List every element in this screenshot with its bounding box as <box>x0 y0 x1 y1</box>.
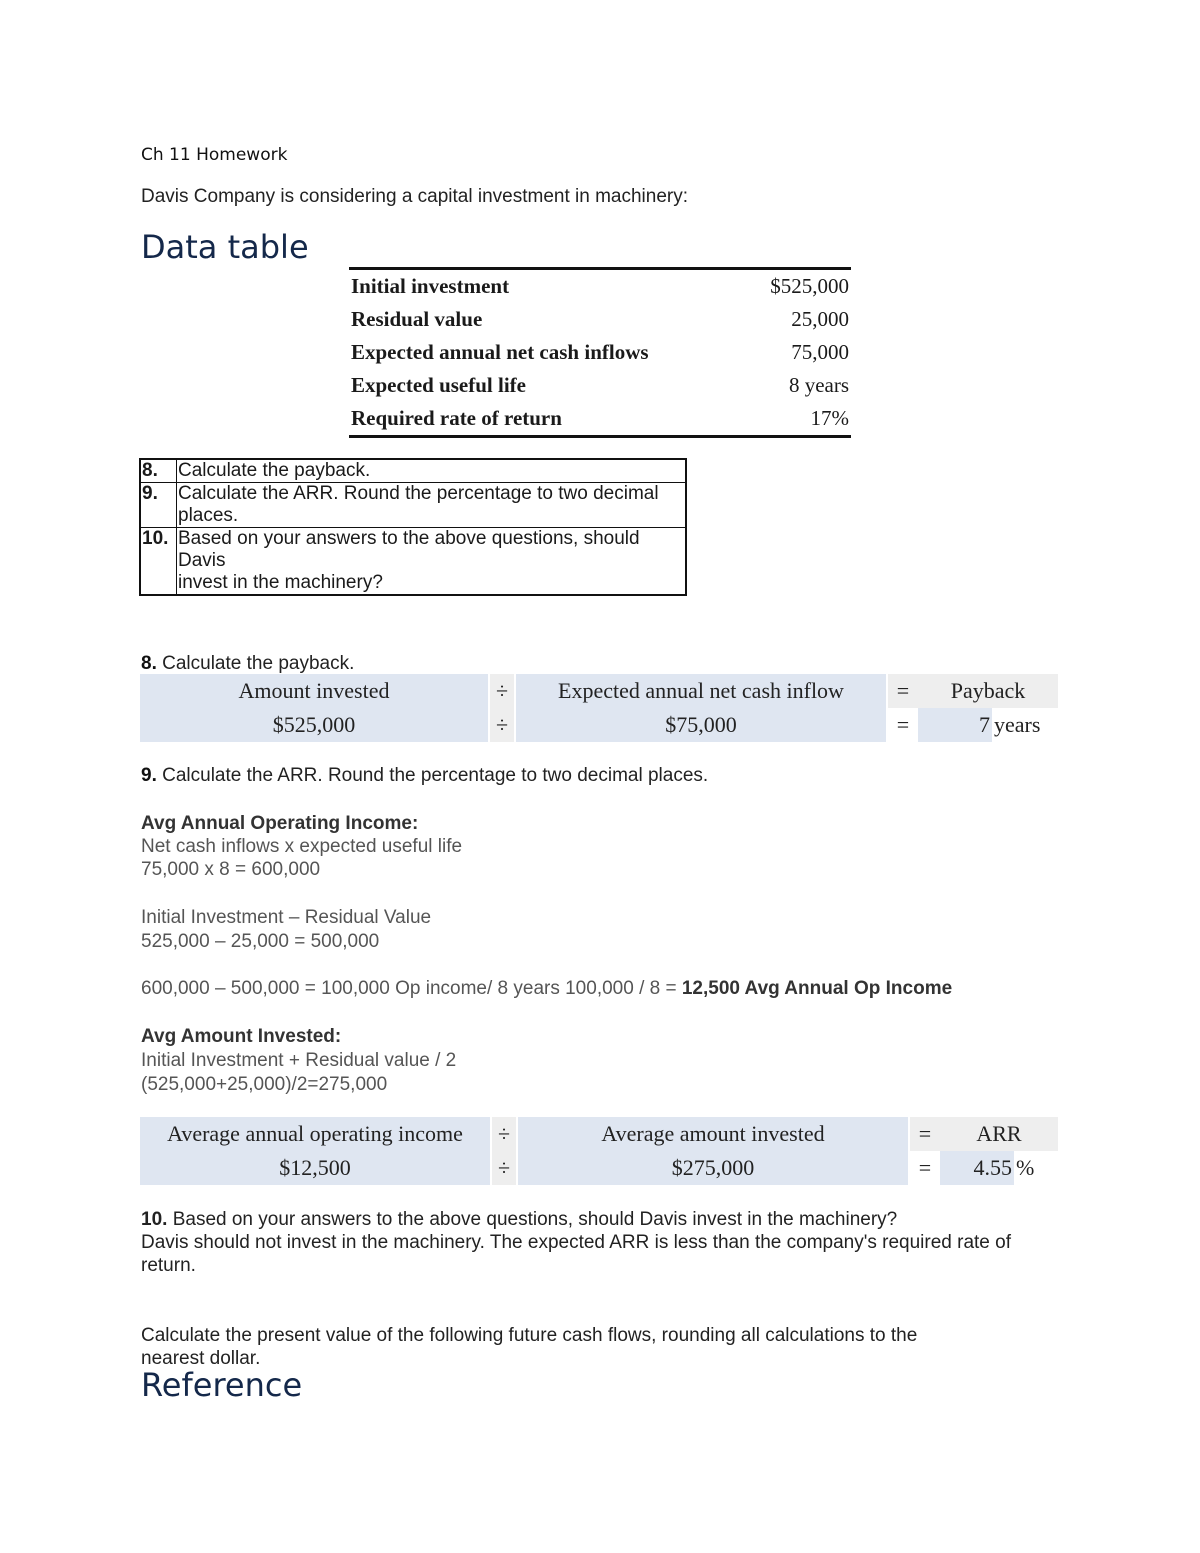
data-label: Expected useful life <box>351 373 526 397</box>
question-text <box>177 528 687 596</box>
q9-text: Calculate the ARR. Round the percentage to two decimal places. <box>156 765 709 786</box>
calc-line: 525,000 – 25,000 = 500,000 <box>141 931 380 952</box>
data-table-heading: Data table <box>141 228 309 266</box>
question-line: places. <box>178 505 239 526</box>
intro-text: Davis Company is considering a capital investment in machinery: <box>141 186 689 207</box>
question-line: invest in the machinery? <box>178 572 383 593</box>
payback-unit: years <box>994 712 1041 737</box>
q8-number: 8. <box>141 653 157 674</box>
calc-line: Initial Investment + Residual value / 2 <box>141 1050 457 1071</box>
question-line: Calculate the ARR. Round the percentage to two decimal <box>178 483 659 504</box>
q8-text: Calculate the payback. <box>156 653 355 674</box>
q9-prompt <box>141 765 708 787</box>
data-value: 8 years <box>788 373 849 397</box>
questions-table <box>139 458 687 596</box>
table-row <box>140 528 686 596</box>
formula-value-left: $525,000 <box>140 708 488 742</box>
data-value: 25,000 <box>791 307 849 331</box>
payback-formula <box>0 674 1200 742</box>
question-text <box>177 483 687 528</box>
data-label: Required rate of return <box>351 406 562 430</box>
formula-value-middle: $275,000 <box>518 1151 908 1185</box>
data-value: 17% <box>810 406 849 430</box>
equals-sign: = <box>918 1155 932 1180</box>
arr-unit: % <box>1016 1155 1035 1180</box>
formula-header-middle: Expected annual net cash inflow <box>516 674 886 708</box>
calc-line: (525,000+25,000)/2=275,000 <box>141 1074 388 1095</box>
question-number: 8. <box>140 459 177 483</box>
table-row <box>349 269 851 304</box>
q10-number: 10. <box>141 1209 168 1230</box>
table-row <box>349 402 851 437</box>
formula-header-left: Amount invested <box>140 674 488 708</box>
calc-line: 75,000 x 8 = 600,000 <box>141 859 321 880</box>
reference-heading: Reference <box>141 1366 303 1404</box>
op-income-result: 12,500 Avg Annual Op Income <box>681 978 953 999</box>
data-label: Initial investment <box>351 274 510 298</box>
data-label: Expected annual net cash inflows <box>351 340 649 364</box>
avg-income-heading: Avg Annual Operating Income: <box>141 813 419 834</box>
op-income-text: 600,000 – 500,000 = 100,000 Op income/ 8 years 100,000 / 8 = <box>141 978 682 999</box>
question-line: Calculate the payback. <box>178 460 371 481</box>
data-label: Residual value <box>351 307 483 331</box>
question-text <box>177 459 687 483</box>
formula-value-middle: $75,000 <box>516 708 886 742</box>
q9-number: 9. <box>141 765 157 786</box>
question-line: Davis <box>178 550 226 571</box>
q8-prompt <box>141 653 354 675</box>
arr-result: 4.55 <box>940 1151 1014 1185</box>
avg-invested-heading: Avg Amount Invested: <box>141 1026 342 1047</box>
payback-result: 7 <box>918 708 992 742</box>
calc-line: Initial Investment – Residual Value <box>141 907 432 928</box>
table-row <box>349 303 851 336</box>
table-row <box>349 369 851 402</box>
divide-sign: ÷ <box>490 708 514 742</box>
pv-prompt: Calculate the present value of the following future cash flows, rounding all calculations to the nearest dollar. <box>141 1325 918 1369</box>
question-number: 9. <box>140 483 177 528</box>
arr-formula <box>0 1117 1200 1185</box>
formula-header-result: Payback <box>918 674 1058 708</box>
formula-header-result: ARR <box>940 1117 1058 1151</box>
equals-sign: = <box>910 1117 940 1151</box>
table-row <box>140 459 686 483</box>
question-line: Based on your answers to the above questions, should <box>178 528 640 549</box>
equals-sign: = <box>888 674 918 708</box>
document-title: Ch 11 Homework <box>141 145 288 165</box>
q10-answer: Davis should not invest in the machinery. The expected ARR is less than the company's required rate of return. <box>141 1232 1011 1276</box>
equals-sign: = <box>896 712 910 737</box>
formula-header-middle: Average amount invested <box>518 1117 908 1151</box>
calc-line: Net cash inflows x expected useful life <box>141 836 463 857</box>
table-row <box>349 336 851 369</box>
divide-sign: ÷ <box>490 674 514 708</box>
formula-header-left: Average annual operating income <box>140 1117 490 1151</box>
divide-sign: ÷ <box>492 1117 516 1151</box>
formula-value-left: $12,500 <box>140 1151 490 1185</box>
table-row <box>140 483 686 528</box>
divide-sign: ÷ <box>492 1151 516 1185</box>
question-number: 10. <box>140 528 177 596</box>
op-income-line <box>141 978 952 1000</box>
data-value: 75,000 <box>791 340 849 364</box>
q10-text: Based on your answers to the above questions, should Davis invest in the machinery? <box>167 1209 898 1230</box>
data-table <box>349 267 851 438</box>
q10-prompt <box>141 1208 1061 1231</box>
data-value: $525,000 <box>770 274 849 298</box>
